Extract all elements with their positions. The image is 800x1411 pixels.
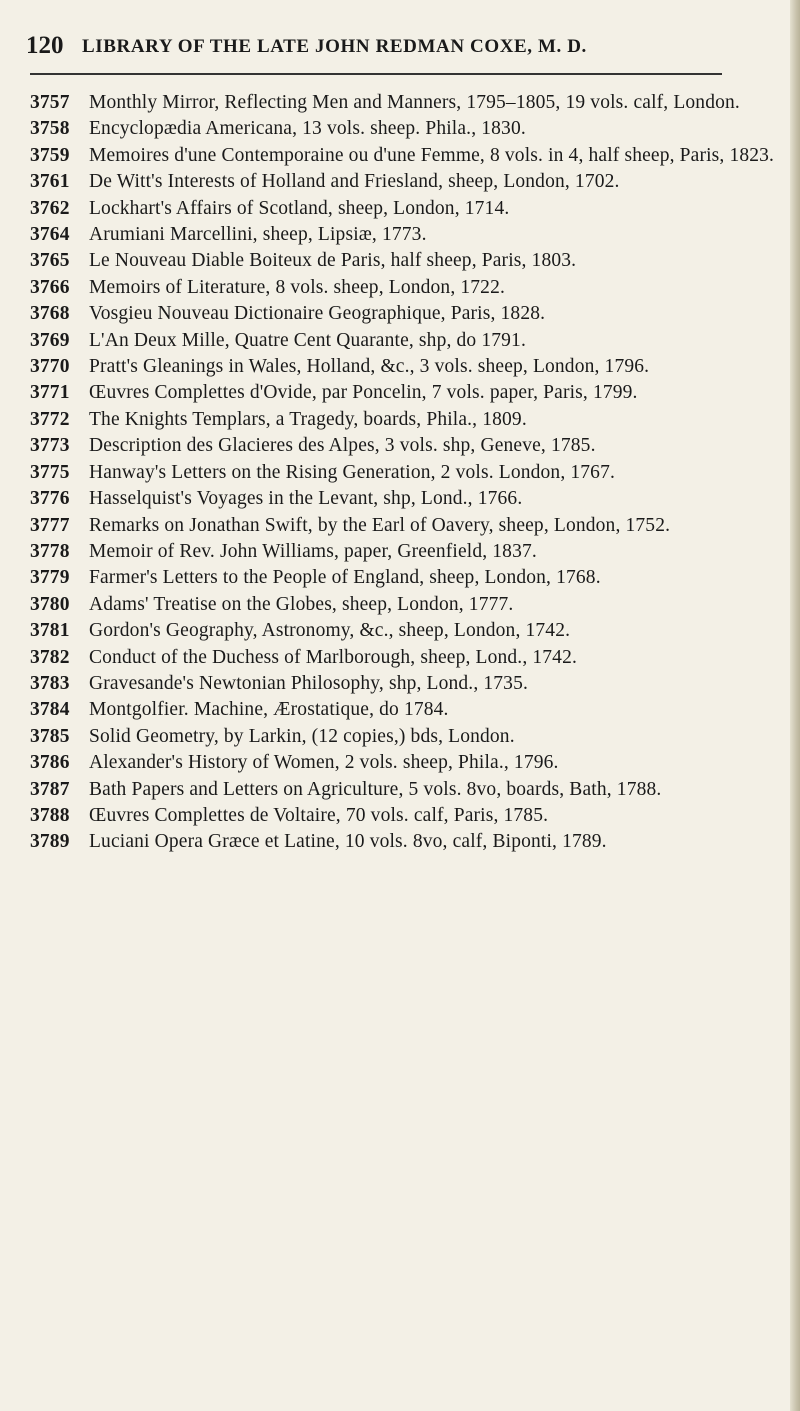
entry-text: Œuvres Complettes de Voltaire, 70 vols. calf, Paris, 1785. [89, 804, 549, 826]
entry-number: 3772 [30, 408, 70, 430]
entry-number: 3765 [30, 250, 70, 272]
catalog-entry [30, 328, 785, 354]
entry-number: 3782 [30, 646, 70, 668]
entry-number: 3766 [30, 276, 70, 298]
catalog-entry [30, 196, 785, 222]
entry-text: Bath Papers and Letters on Agriculture, 5 vols. 8vo, boards, Bath, 1788. [89, 778, 662, 800]
running-title: LIBRARY OF THE LATE JOHN REDMAN COXE, M. D. [82, 36, 587, 57]
entry-text: Description des Glacieres des Alpes, 3 vols. shp, Geneve, 1785. [89, 435, 596, 457]
catalog-entry [30, 671, 785, 697]
entry-number: 3775 [30, 461, 70, 483]
entry-number: 3789 [30, 831, 70, 853]
entry-number: 3769 [30, 329, 70, 351]
entry-text: Memoirs of Literature, 8 vols. sheep, London, 1722. [89, 276, 505, 298]
entry-number: 3762 [30, 197, 70, 219]
entry-number: 3778 [30, 540, 70, 562]
catalog-entry [30, 380, 785, 406]
entry-number: 3768 [30, 303, 70, 325]
entry-number: 3787 [30, 778, 70, 800]
entry-text: Gordon's Geography, Astronomy, &c., sheep, London, 1742. [89, 620, 571, 642]
entry-text: Lockhart's Affairs of Scotland, sheep, London, 1714. [89, 197, 510, 219]
entry-text: Le Nouveau Diable Boiteux de Paris, half sheep, Paris, 1803. [89, 250, 577, 272]
entry-number: 3764 [30, 224, 70, 246]
catalog-entry [30, 829, 785, 855]
entry-number: 3770 [30, 356, 70, 378]
entry-text: Adams' Treatise on the Globes, sheep, London, 1777. [89, 593, 514, 615]
entry-text: Montgolfier. Machine, Ærostatique, do 1784. [89, 699, 449, 721]
entry-text: Œuvres Complettes d'Ovide, par Poncelin, 7 vols. paper, Paris, 1799. [89, 382, 638, 404]
entry-text: L'An Deux Mille, Quatre Cent Quarante, shp, do 1791. [89, 329, 526, 351]
entry-number: 3776 [30, 488, 70, 510]
entry-number: 3773 [30, 435, 70, 457]
catalog-entry [30, 275, 785, 301]
entry-text: Gravesande's Newtonian Philosophy, shp, Lond., 1735. [89, 672, 528, 694]
catalog-entry [30, 565, 785, 591]
catalog-entry [30, 645, 785, 671]
entry-text: Memoir of Rev. John Williams, paper, Greenfield, 1837. [89, 540, 537, 562]
entry-number: 3758 [30, 118, 70, 140]
entry-text: Pratt's Gleanings in Wales, Holland, &c., 3 vols. sheep, London, 1796. [89, 356, 650, 378]
catalog-entry [30, 169, 785, 195]
entry-text: The Knights Templars, a Tragedy, boards, Phila., 1809. [89, 408, 527, 430]
entry-text: Solid Geometry, by Larkin, (12 copies,) bds, London. [89, 725, 515, 747]
entry-text: Hasselquist's Voyages in the Levant, shp, Lond., 1766. [89, 488, 523, 510]
entry-number: 3783 [30, 672, 70, 694]
catalog-entry [30, 433, 785, 459]
catalog-entry [30, 777, 785, 803]
catalog-entry [30, 407, 785, 433]
entry-number: 3779 [30, 567, 70, 589]
catalog-entry [30, 301, 785, 327]
catalog-entry [30, 592, 785, 618]
entry-text: De Witt's Interests of Holland and Friesland, sheep, London, 1702. [89, 171, 620, 193]
catalog-entry [30, 697, 785, 723]
catalog-entry [30, 486, 785, 512]
catalog-entry [30, 750, 785, 776]
catalog-entry [30, 618, 785, 644]
catalog-entry [30, 724, 785, 750]
entry-text: Hanway's Letters on the Rising Generation, 2 vols. London, 1767. [89, 461, 615, 483]
entry-number: 3771 [30, 382, 70, 404]
catalog-entry [30, 248, 785, 274]
entry-number: 3786 [30, 752, 70, 774]
entry-number: 3761 [30, 171, 70, 193]
entry-text: Encyclopædia Americana, 13 vols. sheep. Phila., 1830. [89, 118, 526, 140]
entry-text: Alexander's History of Women, 2 vols. sheep, Phila., 1796. [89, 752, 559, 774]
entry-text: Memoires d'une Contemporaine ou d'une Femme, 8 vols. in 4, half sheep, Paris, 1823. [89, 144, 775, 166]
page-header [26, 26, 786, 66]
entry-number: 3784 [30, 699, 70, 721]
catalog-entry [30, 90, 785, 116]
catalog-entry [30, 803, 785, 829]
entry-text: Remarks on Jonathan Swift, by the Earl of Oavery, sheep, London, 1752. [89, 514, 671, 536]
entry-number: 3757 [30, 92, 70, 113]
entry-number: 3781 [30, 620, 70, 642]
entry-text: Monthly Mirror, Reflecting Men and Manners, 1795–1805, 19 vols. calf, London. [89, 92, 740, 113]
entry-number: 3780 [30, 593, 70, 615]
page-edge [790, 0, 800, 1411]
entry-number: 3759 [30, 144, 70, 166]
catalog-entry [30, 460, 785, 486]
catalog-entry [30, 354, 785, 380]
page-number: 120 [26, 32, 64, 59]
catalog-entry-list [30, 90, 785, 856]
header-rule [30, 73, 722, 75]
entry-number: 3785 [30, 725, 70, 747]
catalog-entry [30, 222, 785, 248]
entry-text: Arumiani Marcellini, sheep, Lipsiæ, 1773. [89, 224, 427, 246]
entry-number: 3777 [30, 514, 70, 536]
entry-text: Luciani Opera Græce et Latine, 10 vols. 8vo, calf, Biponti, 1789. [89, 831, 607, 853]
catalog-entry [30, 116, 785, 142]
entry-number: 3788 [30, 804, 70, 826]
entry-text: Vosgieu Nouveau Dictionaire Geographique, Paris, 1828. [89, 303, 546, 325]
catalog-entry [30, 539, 785, 565]
catalog-entry [30, 513, 785, 539]
entry-text: Farmer's Letters to the People of England, sheep, London, 1768. [89, 567, 601, 589]
entry-text: Conduct of the Duchess of Marlborough, sheep, Lond., 1742. [89, 646, 577, 668]
catalog-entry [30, 143, 785, 169]
